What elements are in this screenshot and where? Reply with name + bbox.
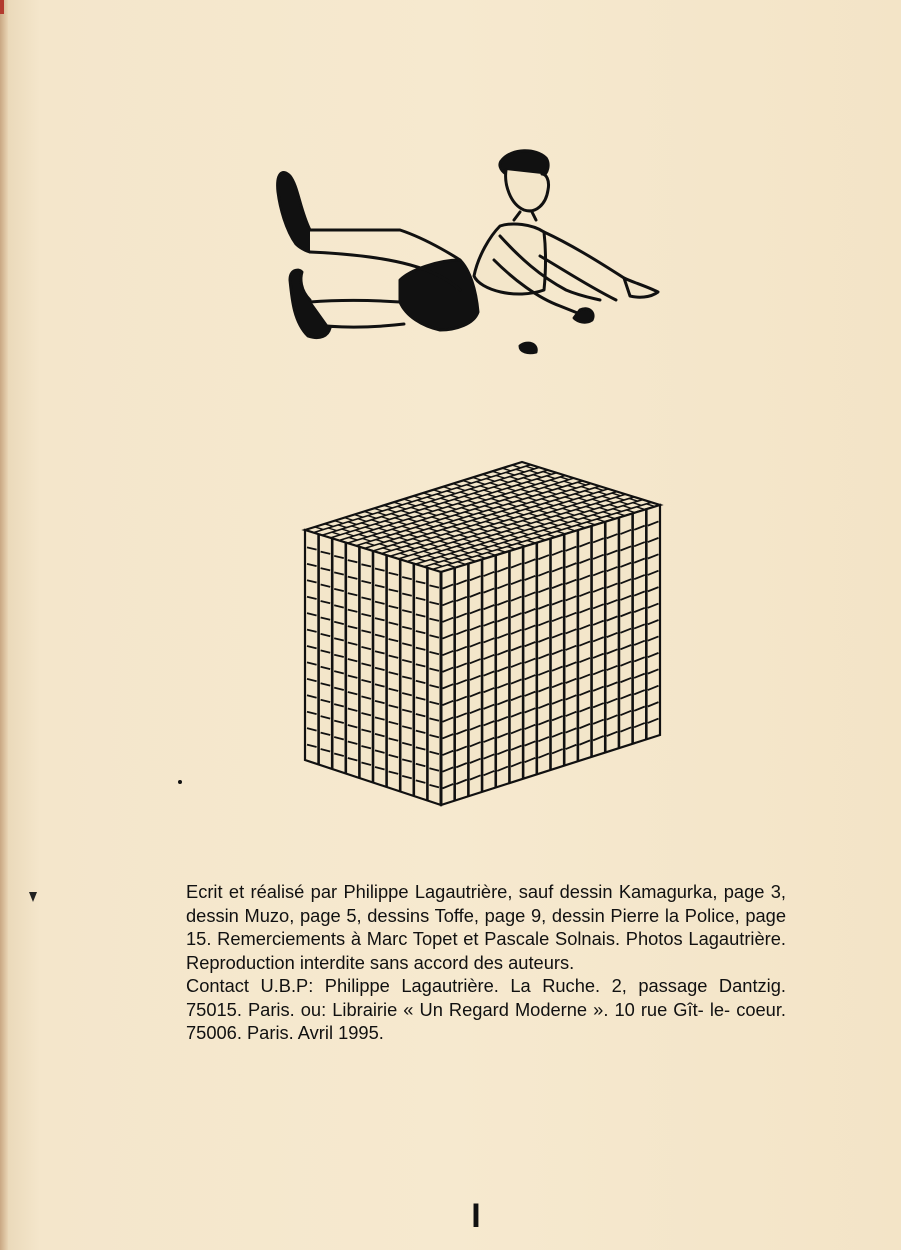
binding-red-mark <box>0 0 4 14</box>
credits-paragraph: Ecrit et réalisé par Philippe Lagautrière, sauf dessin Kamagurka, page 3, dessin Muzo, page 5, dessins Toffe, page 9, dessin Pierre la Police, page 15. Remerciements à Marc Topet et Pascale Solnais. Photos Lagautrière. Reproduction interdite sans accord des auteurs. <box>186 881 786 973</box>
jumping-boy-figure <box>278 151 658 353</box>
binding-edge <box>0 0 8 1250</box>
credits-caption <box>186 880 786 1045</box>
illustration-jumping-boy-over-block <box>160 140 720 840</box>
page-number: I <box>471 1197 481 1235</box>
stray-dot <box>178 780 182 784</box>
contact-paragraph: Contact U.B.P: Philippe Lagautrière. La Ruche. 2, passage Dantzig. 75015. Paris. ou: Librairie « Un Regard Moderne ». 10 rue Gît- le- coeur. 75006. Paris. Avril 1995. <box>186 975 786 1043</box>
margin-arrow-mark <box>29 892 37 902</box>
